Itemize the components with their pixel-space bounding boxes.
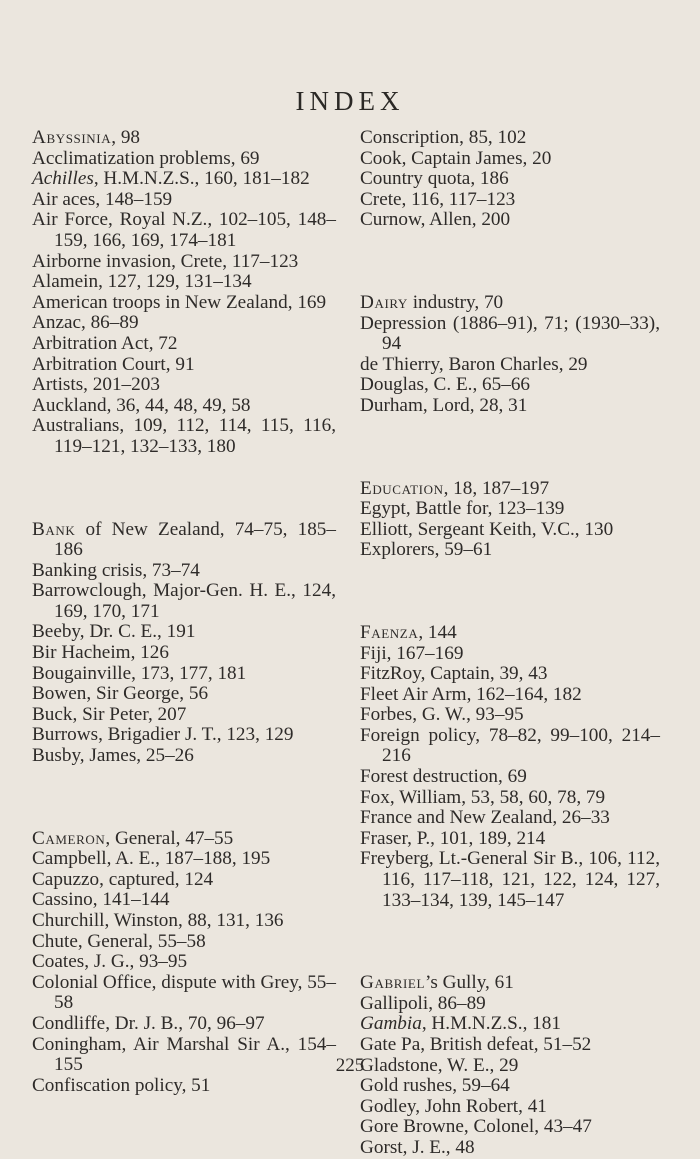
entry-heading: Beeby, Dr. C. E., 191 xyxy=(32,621,196,643)
entry-heading: Gore Browne, Colonel, 43–47 xyxy=(360,1116,592,1138)
index-entry xyxy=(32,561,336,582)
index-entry xyxy=(32,210,336,251)
index-entry xyxy=(360,169,660,190)
entry-heading: Air aces, 148–159 xyxy=(32,188,173,210)
entry-heading: Fiji, 167–169 xyxy=(360,642,464,664)
entry-heading: Elliott, Sergeant Keith, V.C., 130 xyxy=(360,518,614,540)
index-entry xyxy=(360,849,660,911)
index-entry xyxy=(360,396,660,417)
entry-heading: Bank xyxy=(32,518,76,540)
entry-heading: Fleet Air Arm, 162–164, 182 xyxy=(360,683,582,705)
section-gap xyxy=(32,767,336,829)
index-entry xyxy=(360,829,660,850)
entry-heading: Gold rushes, 59–64 xyxy=(360,1075,510,1097)
index-entry xyxy=(360,808,660,829)
entry-heading: Buck, Sir Peter, 207 xyxy=(32,703,187,725)
index-entry xyxy=(32,829,336,850)
entry-heading: Gambia xyxy=(360,1013,422,1035)
entry-heading: Country quota, 186 xyxy=(360,168,509,190)
index-entry xyxy=(360,190,660,211)
entry-heading: Bir Hacheim, 126 xyxy=(32,642,169,664)
entry-heading: Condliffe, Dr. J. B., 70, 96–97 xyxy=(32,1012,265,1034)
entry-heading: Anzac, 86–89 xyxy=(32,312,139,334)
entry-heading: Gallipoli, 86–89 xyxy=(360,992,486,1014)
entry-references: , 144 xyxy=(418,621,457,643)
entry-heading: Auckland, 36, 44, 48, 49, 58 xyxy=(32,394,251,416)
index-entry xyxy=(360,1014,660,1035)
entry-heading: Dairy xyxy=(360,291,408,313)
index-entry xyxy=(360,1138,660,1159)
index-entry xyxy=(360,1117,660,1138)
index-entry xyxy=(32,334,336,355)
page-title: INDEX xyxy=(295,86,405,116)
index-entry xyxy=(360,520,660,541)
entry-heading: Colonial Office, dispute with Grey, 55–58 xyxy=(32,971,336,1014)
entry-heading: Busby, James, 25–26 xyxy=(32,745,194,767)
entry-references: , 98 xyxy=(111,127,140,148)
index-entry xyxy=(32,581,336,622)
entry-heading: Faenza xyxy=(360,621,419,643)
index-entry xyxy=(360,664,660,685)
entry-heading: Australians, 109, 112, 114, 115, 116, 119–121, 132–133, 180 xyxy=(32,415,336,457)
entry-heading: Cameron xyxy=(32,827,106,849)
entry-heading: Banking crisis, 73–74 xyxy=(32,559,200,581)
index-entry xyxy=(360,705,660,726)
index-entry xyxy=(360,128,660,149)
index-entry xyxy=(32,1014,336,1035)
entry-heading: Curnow, Allen, 200 xyxy=(360,209,511,231)
index-entry xyxy=(32,849,336,870)
entry-heading: Forbes, G. W., 93–95 xyxy=(360,704,524,726)
index-entry xyxy=(360,149,660,170)
entry-references: , H.M.N.Z.S., 181 xyxy=(421,1013,561,1035)
entry-heading: Arbitration Court, 91 xyxy=(32,353,195,375)
index-entry xyxy=(360,973,660,994)
entry-heading: Gate Pa, British defeat, 51–52 xyxy=(360,1034,592,1055)
index-entry xyxy=(32,932,336,953)
index-entry xyxy=(32,870,336,891)
entry-heading: Cook, Captain James, 20 xyxy=(360,147,552,169)
entry-heading: Artists, 201–203 xyxy=(32,374,160,396)
entry-heading: Fraser, P., 101, 189, 214 xyxy=(360,827,546,849)
index-entry xyxy=(360,623,660,644)
entry-heading: Explorers, 59–61 xyxy=(360,539,493,561)
entry-heading: Acclimatization problems, 69 xyxy=(32,147,260,169)
index-entry xyxy=(32,149,336,170)
index-column-left xyxy=(32,128,336,1096)
index-entry xyxy=(32,190,336,211)
index-entry xyxy=(360,1097,660,1118)
index-entry xyxy=(360,726,660,767)
index-entry xyxy=(32,375,336,396)
section-gap xyxy=(32,458,336,520)
entry-heading: Chute, General, 55–58 xyxy=(32,930,206,952)
entry-heading: France and New Zealand, 26–33 xyxy=(360,807,610,829)
entry-heading: Capuzzo, captured, 124 xyxy=(32,868,214,890)
index-entry xyxy=(360,314,660,355)
entry-heading: Coningham, Air Marshal Sir A., 154–155 xyxy=(32,1033,336,1076)
entry-heading: Abyssinia xyxy=(32,127,112,148)
index-entry xyxy=(32,973,336,1014)
entry-heading: Forest destruction, 69 xyxy=(360,766,527,788)
index-entry xyxy=(360,499,660,520)
entry-heading: Cassino, 141–144 xyxy=(32,889,170,911)
index-entry xyxy=(32,746,336,767)
index-entry xyxy=(32,313,336,334)
index-entry xyxy=(32,520,336,561)
entry-heading: Bowen, Sir George, 56 xyxy=(32,683,209,705)
index-entry xyxy=(32,1076,336,1097)
entry-heading: American troops in New Zealand, 169 xyxy=(32,291,327,313)
entry-heading: Gladstone, W. E., 29 xyxy=(360,1054,519,1076)
entry-heading: Durham, Lord, 28, 31 xyxy=(360,394,528,416)
page-number: 225 xyxy=(335,1055,365,1076)
entry-heading: Education xyxy=(360,477,444,499)
entry-heading: Churchill, Winston, 88, 131, 136 xyxy=(32,910,284,931)
index-entry xyxy=(360,1035,660,1056)
index-entry xyxy=(360,479,660,500)
entry-heading: Foreign policy, 78–82, 99–100, 214–216 xyxy=(360,724,660,767)
entry-heading: Depression (1886–91), 71; (1930–33), 94 xyxy=(360,312,660,355)
entry-heading: Achilles xyxy=(32,168,94,190)
index-entry xyxy=(32,643,336,664)
entry-heading: Crete, 116, 117–123 xyxy=(360,188,516,210)
section-gap xyxy=(360,231,660,293)
index-entry xyxy=(32,355,336,376)
index-entry xyxy=(32,911,336,932)
index-entry xyxy=(360,375,660,396)
section-gap xyxy=(360,561,660,623)
entry-references: , H.M.N.Z.S., 160, 181–182 xyxy=(93,168,310,190)
entry-heading: Conscription, 85, 102 xyxy=(360,127,527,148)
entry-heading: Air Force, Royal N.Z., 102–105, 148–159, 166, 169, 174–181 xyxy=(32,209,336,251)
index-entry xyxy=(32,169,336,190)
index-entry xyxy=(32,252,336,273)
index-entry xyxy=(360,540,660,561)
entry-heading: Arbitration Act, 72 xyxy=(32,332,178,354)
entry-heading: Freyberg, Lt.-General Sir B., 106, 112, 116, 117–118, 121, 122, 124, 127, 133–134, 139, 145–147 xyxy=(360,848,660,911)
entry-heading: Barrowclough, Major-Gen. H. E., 124, 169, 170, 171 xyxy=(32,580,336,622)
index-entry xyxy=(32,725,336,746)
index-entry xyxy=(32,416,336,457)
entry-heading: Gabriel xyxy=(360,972,425,994)
index-entry xyxy=(360,1076,660,1097)
entry-heading: Fox, William, 53, 58, 60, 78, 79 xyxy=(360,786,606,808)
index-entry xyxy=(32,952,336,973)
entry-heading: Alamein, 127, 129, 131–134 xyxy=(32,271,252,293)
index-entry xyxy=(32,622,336,643)
index-entry xyxy=(360,210,660,231)
index-entry xyxy=(32,128,336,149)
entry-references: of New Zealand, 74–75, 185–186 xyxy=(54,518,336,561)
entry-heading: Confiscation policy, 51 xyxy=(32,1074,211,1096)
entry-references: , General, 47–55 xyxy=(105,827,234,849)
index-entry xyxy=(360,788,660,809)
index-entry xyxy=(32,396,336,417)
index-entry xyxy=(360,994,660,1015)
index-entry xyxy=(360,767,660,788)
index-entry xyxy=(32,272,336,293)
entry-references: , 18, 187–197 xyxy=(443,477,550,499)
section-gap xyxy=(360,417,660,479)
section-gap xyxy=(360,911,660,973)
index-entry xyxy=(32,293,336,314)
entry-references: industry, 70 xyxy=(407,291,504,313)
index-entry xyxy=(360,685,660,706)
entry-heading: Douglas, C. E., 65–66 xyxy=(360,374,531,396)
index-entry xyxy=(32,890,336,911)
index-entry xyxy=(360,293,660,314)
entry-heading: Bougainville, 173, 177, 181 xyxy=(32,662,247,684)
entry-heading: de Thierry, Baron Charles, 29 xyxy=(360,353,588,375)
entry-heading: FitzRoy, Captain, 39, 43 xyxy=(360,663,548,685)
entry-heading: Godley, John Robert, 41 xyxy=(360,1095,547,1117)
index-column-right xyxy=(360,128,660,1159)
entry-heading: Gorst, J. E., 48 xyxy=(360,1136,475,1158)
index-entry xyxy=(32,705,336,726)
index-entry xyxy=(32,684,336,705)
entry-heading: Egypt, Battle for, 123–139 xyxy=(360,498,565,520)
entry-heading: Burrows, Brigadier J. T., 123, 129 xyxy=(32,724,294,746)
index-entry xyxy=(32,664,336,685)
entry-references: ’s Gully, 61 xyxy=(425,972,514,994)
index-entry xyxy=(360,644,660,665)
entry-heading: Airborne invasion, Crete, 117–123 xyxy=(32,250,299,272)
entry-heading: Coates, J. G., 93–95 xyxy=(32,951,188,973)
entry-heading: Campbell, A. E., 187–188, 195 xyxy=(32,848,271,870)
index-entry xyxy=(360,355,660,376)
